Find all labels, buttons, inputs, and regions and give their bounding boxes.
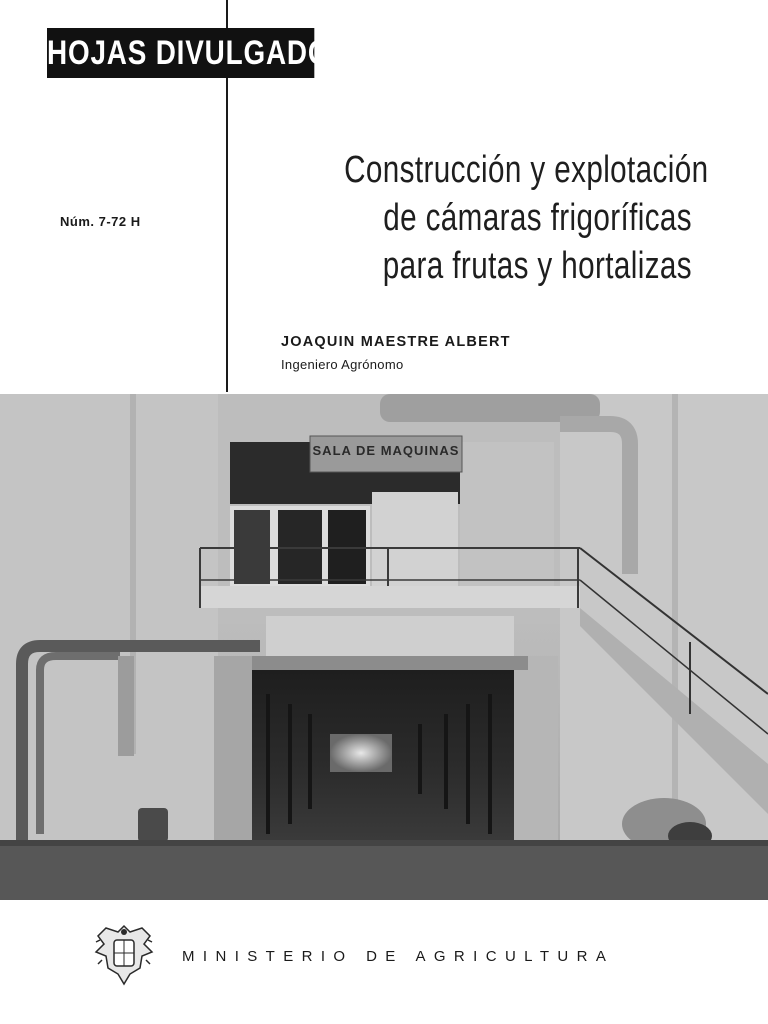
cover-photo (0, 394, 768, 900)
title-line-3: para frutas y hortalizas (382, 245, 692, 287)
author-name: JOAQUIN MAESTRE ALBERT (281, 334, 511, 350)
machine-room-sign: SALA DE MAQUINAS (312, 443, 460, 458)
building-photo (0, 394, 768, 900)
title-line-1: Construcción y explotación (344, 149, 709, 191)
series-banner: HOJAS DIVULGADORAS (47, 28, 314, 78)
document-title (246, 146, 709, 290)
author-role: Ingeniero Agrónomo (281, 357, 404, 372)
ministry-name: MINISTERIO DE AGRICULTURA (182, 948, 615, 965)
coat-of-arms-icon (94, 922, 154, 988)
issue-number: Núm. 7-72 H (60, 214, 141, 229)
title-line-2: de cámaras frigoríficas (383, 197, 692, 239)
